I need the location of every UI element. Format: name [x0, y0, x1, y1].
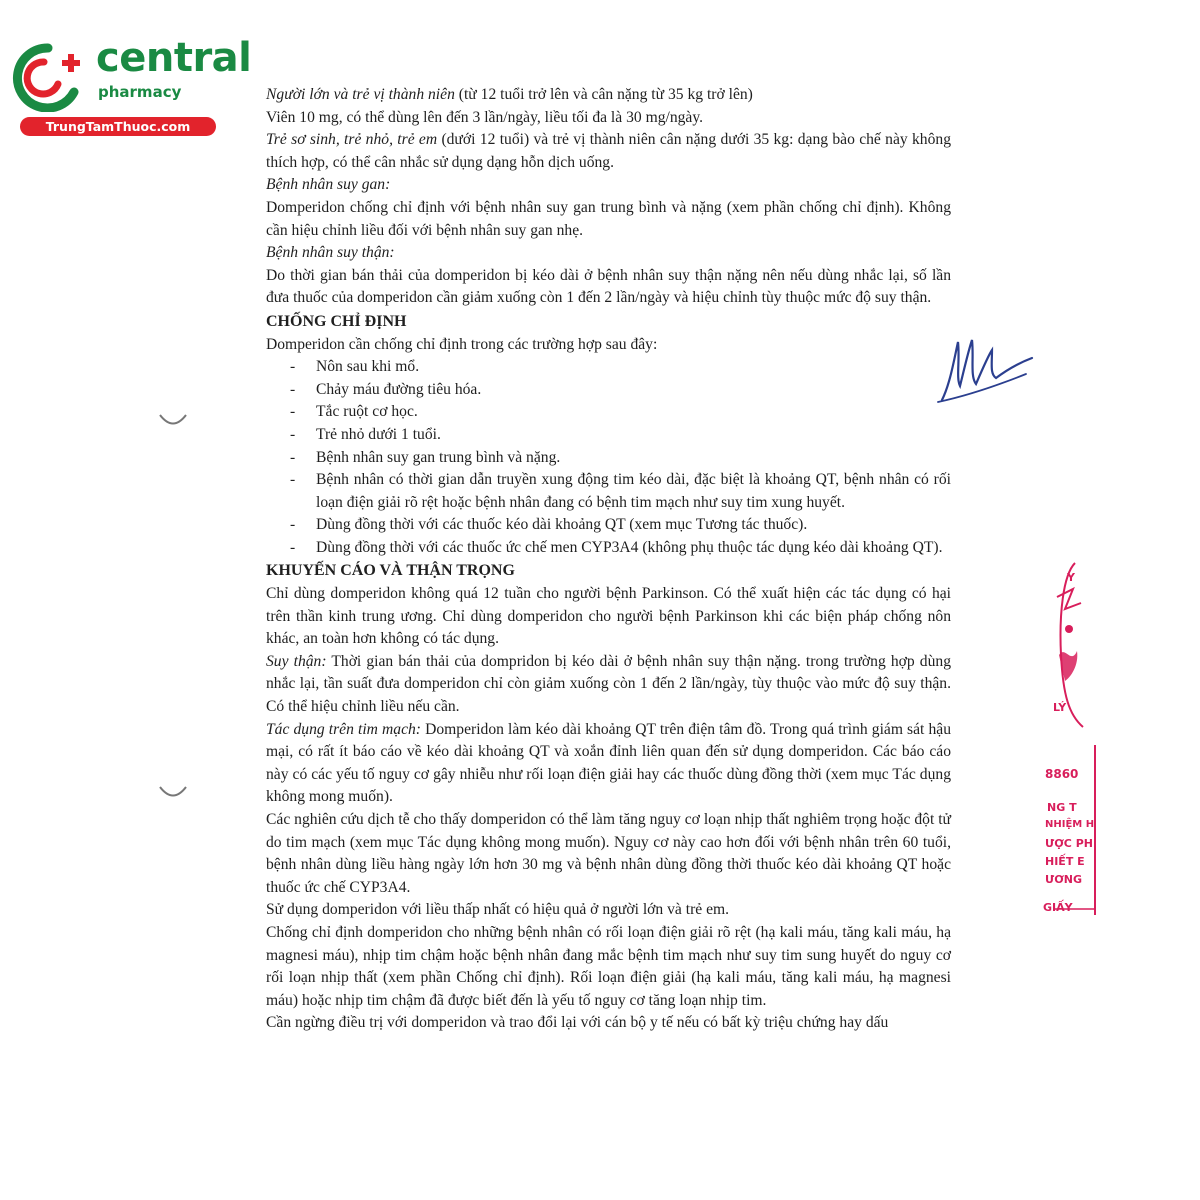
list-dash: - — [290, 516, 296, 534]
list-dash: - — [290, 425, 296, 443]
list-item — [266, 401, 951, 424]
renal-label: Suy thận: — [266, 652, 327, 670]
contraindications-list — [266, 356, 951, 559]
parkinson-warning: Chỉ dùng domperidon không quá 12 tuần cho người bệnh Parkinson. Có thể xuất hiện các tác dụng có hại trên thần kinh trung ương. Chỉ dùng domperidon cho người bệnh Parkinson khi các biện pháp chống nôn khác, an toàn hơn không có tác dụng. — [266, 585, 951, 648]
stamp-text: NHIỆM H — [1045, 819, 1095, 830]
list-item-text: Nôn sau khi mổ. — [316, 358, 420, 376]
contraindications-intro: Domperidon cần chống chỉ định trong các trường hợp sau đây: — [266, 335, 658, 353]
list-item — [266, 447, 951, 470]
liver-label: Bệnh nhân suy gan: — [266, 176, 391, 194]
logo-website-badge: TrungTamThuoc.com — [20, 117, 216, 136]
list-dash: - — [290, 380, 296, 398]
signature-icon — [936, 330, 1036, 406]
leaflet-page — [266, 84, 951, 1035]
list-item — [266, 356, 951, 379]
list-item-text: Chảy máu đường tiêu hóa. — [316, 380, 482, 398]
stamp-text: LÝ — [1053, 701, 1067, 714]
stamp-text: ƯƠNG — [1045, 873, 1083, 886]
logo-subtitle: pharmacy — [98, 83, 182, 101]
list-item — [266, 379, 951, 402]
list-item-text: Dùng đồng thời với các thuốc ức chế men CYP3A4 (không phụ thuộc tác dụng kéo dài khoảng QT). — [316, 538, 943, 556]
stop-treatment-paragraph: Cần ngừng điều trị với domperidon và trao đổi lại với cán bộ y tế nếu có bất kỳ triệu chứng hay dấu — [266, 1014, 889, 1032]
list-dash: - — [290, 471, 296, 489]
kidney-text: Do thời gian bán thải của domperidon bị kéo dài ở bệnh nhân suy thận nặng nên nếu dùng nhắc lại, số lần đưa thuốc của domperidon cần giảm xuống còn 1 đến 2 lần/ngày và hiệu chỉnh tùy thuộc mức độ suy thận. — [266, 266, 951, 307]
cardio-label: Tác dụng trên tim mạch: — [266, 720, 421, 738]
list-item — [266, 537, 951, 560]
lowest-dose-paragraph: Sử dụng domperidon với liều thấp nhất có hiệu quả ở người lớn và trẻ em. — [266, 901, 730, 919]
list-dash: - — [290, 448, 296, 466]
adult-dose: Viên 10 mg, có thể dùng lên đến 3 lần/ngày, liều tối đa là 30 mg/ngày. — [266, 108, 704, 126]
stamp-text: NG T — [1047, 801, 1077, 814]
stamp-text: Y — [1067, 571, 1075, 584]
contraindications-heading: CHỐNG CHỈ ĐỊNH — [266, 312, 407, 330]
list-item-text: Dùng đồng thời với các thuốc kéo dài khoảng QT (xem mục Tương tác thuốc). — [316, 516, 808, 534]
list-dash: - — [290, 403, 296, 421]
cardio-warning — [266, 719, 951, 809]
kidney-label: Bệnh nhân suy thận: — [266, 244, 395, 262]
punch-hole-icon — [158, 412, 188, 428]
list-item — [266, 424, 951, 447]
child-dosage — [266, 129, 951, 174]
list-item-text: Trẻ nhỏ dưới 1 tuổi. — [316, 425, 441, 443]
central-pharmacy-logo-icon — [8, 40, 94, 112]
logo-brand-name: central — [96, 35, 252, 81]
warnings-heading: KHUYẾN CÁO VÀ THẬN TRỌNG — [266, 562, 515, 580]
child-text: (dưới 12 tuổi) và trẻ vị thành niên cân nặng dưới 35 kg: dạng bào chế này không thích hợp, có thể cân nhắc sử dụng dạng hỗn dịch uống. — [266, 131, 951, 171]
adult-dosage-line — [266, 84, 951, 107]
stamp-text: ƯỢC PH — [1045, 837, 1093, 850]
stamp-text: HIẾT E — [1045, 855, 1085, 868]
list-item — [266, 469, 951, 514]
brand-logo[interactable] — [8, 35, 252, 140]
liver-text: Domperidon chống chỉ định với bệnh nhân suy gan trung bình và nặng (xem phần chống chỉ định). Không cần hiệu chỉnh liều đối với bệnh nhân suy gan nhẹ. — [266, 198, 951, 239]
list-item-text: Tắc ruột cơ học. — [316, 403, 418, 421]
adult-label: Người lớn và trẻ vị thành niên — [266, 86, 455, 103]
epidemiology-paragraph: Các nghiên cứu dịch tễ cho thấy domperidon có thể làm tăng nguy cơ loạn nhịp thất nghiêm trọng hoặc đột tử do tim mạch (xem mục Tác dụng không mong muốn). Nguy cơ này cao hơn đối với bệnh nhân trên 60 tuổi, bệnh nhân dùng liều hàng ngày lớn hơn 30 mg và bệnh nhân dùng đồng thời thuốc kéo dài khoảng QT hoặc thuốc ức chế CYP3A4. — [266, 811, 951, 896]
list-item-text: Bệnh nhân có thời gian dẫn truyền xung động tim kéo dài, đặc biệt là khoảng QT, bệnh nhân có rối loạn điện giải rõ rệt hoặc bệnh nhân đang có bệnh tim mạch như suy tim xung huyết. — [316, 471, 951, 511]
cardio-text: Domperidon làm kéo dài khoảng QT trên điện tâm đồ. Trong quá trình giám sát hậu mại, có rất ít báo cáo về kéo dài khoảng QT và xoắn đỉnh liên quan đến sử dụng domperidon. Các báo cáo này có các yếu tố nguy cơ gây nhiễu như rối loạn điện giải hay các thuốc dùng đồng thời (xem mục Tác dụng không mong muốn). — [266, 720, 951, 806]
punch-hole-icon — [158, 784, 188, 800]
renal-text: Thời gian bán thải của dompridon bị kéo dài ở bệnh nhân suy thận nặng. trong trường hợp dùng nhắc lại, tần suất đưa domperidon chỉ còn giảm xuống còn 1 đến 2 lần/ngày, tùy thuộc vào mức độ suy thận. Có thể hiệu chỉnh liều nếu cần. — [266, 652, 951, 716]
list-item-text: Bệnh nhân suy gan trung bình và nặng. — [316, 448, 561, 466]
list-item — [266, 514, 951, 537]
list-dash: - — [290, 358, 296, 376]
adult-condition: (từ 12 tuổi trở lên và cân nặng từ 35 kg trở lên) — [454, 86, 753, 103]
official-stamp — [1035, 505, 1100, 925]
electrolyte-paragraph: Chống chỉ định domperidon cho những bệnh nhân có rối loạn điện giải rõ rệt (hạ kali máu, tăng kali máu, hạ magnesi máu), nhịp tim chậm hoặc bệnh nhân đang mắc bệnh tim mạch như suy tim sung huyết do nguy cơ rối loạn nhịp thất (xem phần Chống chỉ định). Rối loạn điện giải (hạ kali máu, tăng kali máu, hạ magnesi máu) hoặc nhịp tim chậm đã được biết đến là yếu tố nguy cơ tăng loạn nhịp tim. — [266, 923, 951, 1009]
child-label: Trẻ sơ sinh, trẻ nhỏ, trẻ em — [266, 131, 438, 149]
list-dash: - — [290, 538, 296, 556]
stamp-text: GIẤY — [1043, 901, 1073, 914]
renal-warning — [266, 651, 951, 719]
stamp-text: 8860 — [1045, 767, 1079, 781]
